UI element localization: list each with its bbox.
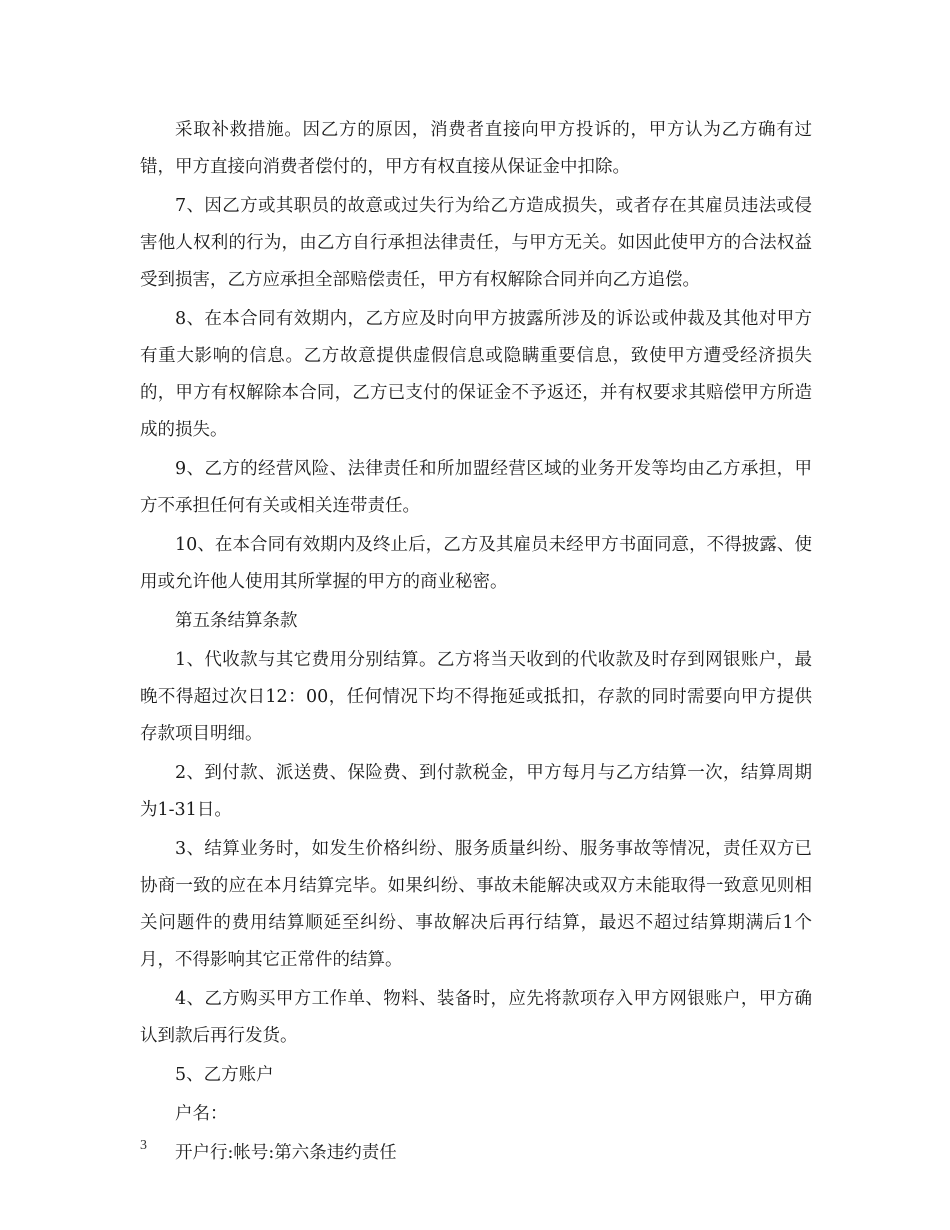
page-number: 3 (140, 1138, 147, 1153)
section-heading-settlement: 第五条结算条款 (175, 611, 298, 631)
paragraph-clause-8: 8、在本合同有效期内，乙方应及时向甲方披露所涉及的诉讼或仲裁及其他对甲方有重大影响的信息。乙方故意提供虚假信息或隐瞒重要信息，致使甲方遭受经济损失的，甲方有权解除本合同，乙方已支付的保证金不予返还，并有权要求其赔偿甲方所造成的损失。 (140, 309, 812, 440)
paragraph-settlement-3: 3、结算业务时，如发生价格纠纷、服务质量纠纷、服务事故等情况，责任双方已协商一致的应在本月结算完毕。如果纠纷、事故未能解决或双方未能取得一致意见则相关问题件的费用结算顺延至纠纷、事故解决后再行结算，最迟不超过结算期满后1个月，不得影响其它正常件的结算。 (140, 839, 812, 970)
paragraph-settlement-5: 5、乙方账户 (175, 1065, 274, 1085)
paragraph-settlement-1: 1、代收款与其它费用分别结算。乙方将当天收到的代收款及时存到网银账户，最晚不得超过次日12：00，任何情况下均不得拖延或抵扣，存款的同时需要向甲方提供存款项目明细。 (140, 650, 812, 744)
paragraph-remedy-continuation: 采取补救措施。因乙方的原因，消费者直接向甲方投诉的，甲方认为乙方确有过错，甲方直接向消费者偿付的，甲方有权直接从保证金中扣除。 (140, 120, 812, 177)
paragraph-clause-7: 7、因乙方或其职员的故意或过失行为给乙方造成损失，或者存在其雇员违法或侵害他人权利的行为，由乙方自行承担法律责任，与甲方无关。如因此使甲方的合法权益受到损害，乙方应承担全部赔偿责任，甲方有权解除合同并向乙方追偿。 (140, 196, 812, 290)
paragraph-clause-9: 9、乙方的经营风险、法律责任和所加盟经营区域的业务开发等均由乙方承担，甲方不承担任何有关或相关连带责任。 (140, 459, 812, 516)
account-name-line: 户名： (175, 1104, 228, 1124)
paragraph-clause-10: 10、在本合同有效期内及终止后，乙方及其雇员未经甲方书面同意，不得披露、使用或允许他人使用其所掌握的甲方的商业秘密。 (140, 535, 812, 592)
paragraph-settlement-2: 2、到付款、派送费、保险费、到付款税金，甲方每月与乙方结算一次，结算周期为1-31日。 (140, 763, 812, 820)
document-body (140, 112, 812, 1174)
paragraph-settlement-4: 4、乙方购买甲方工作单、物料、装备时，应先将款项存入甲方网银账户，甲方确认到款后再行发货。 (140, 989, 812, 1046)
bank-account-line: 开户行:帐号:第六条违约责任 (175, 1143, 397, 1163)
